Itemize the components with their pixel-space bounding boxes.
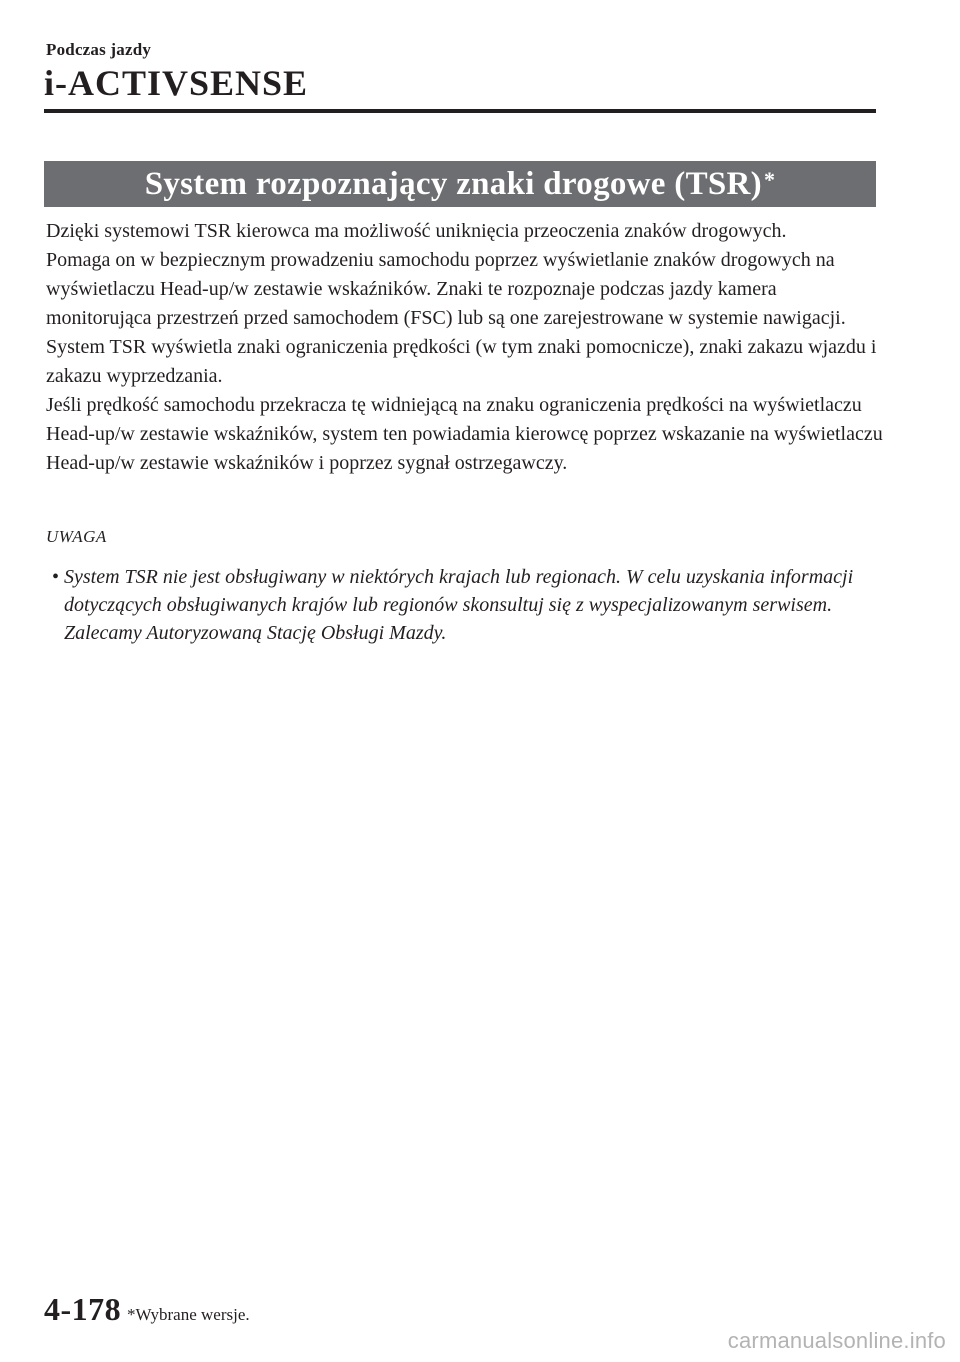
body-paragraph: Pomaga on w bezpiecznym prowadzeniu samochodu poprzez wyświetlanie znaków drogowych na wyświetlaczu Head-up/w zestawie wskaźników. Znaki te rozpoznaje podczas jazdy kamera monitorująca przestrzeń przed samochodem (FSC) lub są one zarejestrowane w systemie nawigacji. (46, 249, 846, 329)
chapter-title: i-ACTIVSENSE (44, 63, 309, 103)
section-label: Podczas jazdy (46, 40, 152, 59)
section-title: System rozpoznający znaki drogowe (TSR) (144, 165, 762, 202)
note-text: System TSR nie jest obsługiwany w niektórych krajach lub regionach. W celu uzyskania informacji dotyczących obsługiwanych krajów lub regionów skonsultuj się z wyspecjalizowanym serwisem. Zalecamy Autoryzowaną Stację Obsługi Mazdy. (64, 566, 854, 644)
note-heading: UWAGA (46, 527, 107, 546)
note-item (52, 563, 872, 647)
footnote: *Wybrane wersje. (127, 1305, 250, 1324)
body-paragraph: Dzięki systemowi TSR kierowca ma możliwość uniknięcia przeoczenia znaków drogowych. (46, 220, 787, 242)
optional-equipment-mark: * (763, 167, 776, 192)
page-number: 4-178 (44, 1291, 122, 1327)
body-paragraph: System TSR wyświetla znaki ograniczenia prędkości (w tym znaki pomocnicze), znaki zakazu wjazdu i zakazu wyprzedzania. (46, 336, 877, 387)
body-paragraph: Jeśli prędkość samochodu przekracza tę widniejącą na znaku ograniczenia prędkości na wyświetlaczu Head-up/w zestawie wskaźników, system ten powiadamia kierowcę poprzez wskazanie na wyświetlaczu Head-up/w zestawie wskaźników i poprzez sygnał ostrzegawczy. (46, 394, 883, 474)
body-text (46, 217, 886, 478)
section-title-bar (44, 161, 876, 207)
watermark: carmanualsonline.info (727, 1328, 946, 1353)
bullet-icon: • (52, 566, 60, 588)
header-rule (44, 109, 876, 113)
